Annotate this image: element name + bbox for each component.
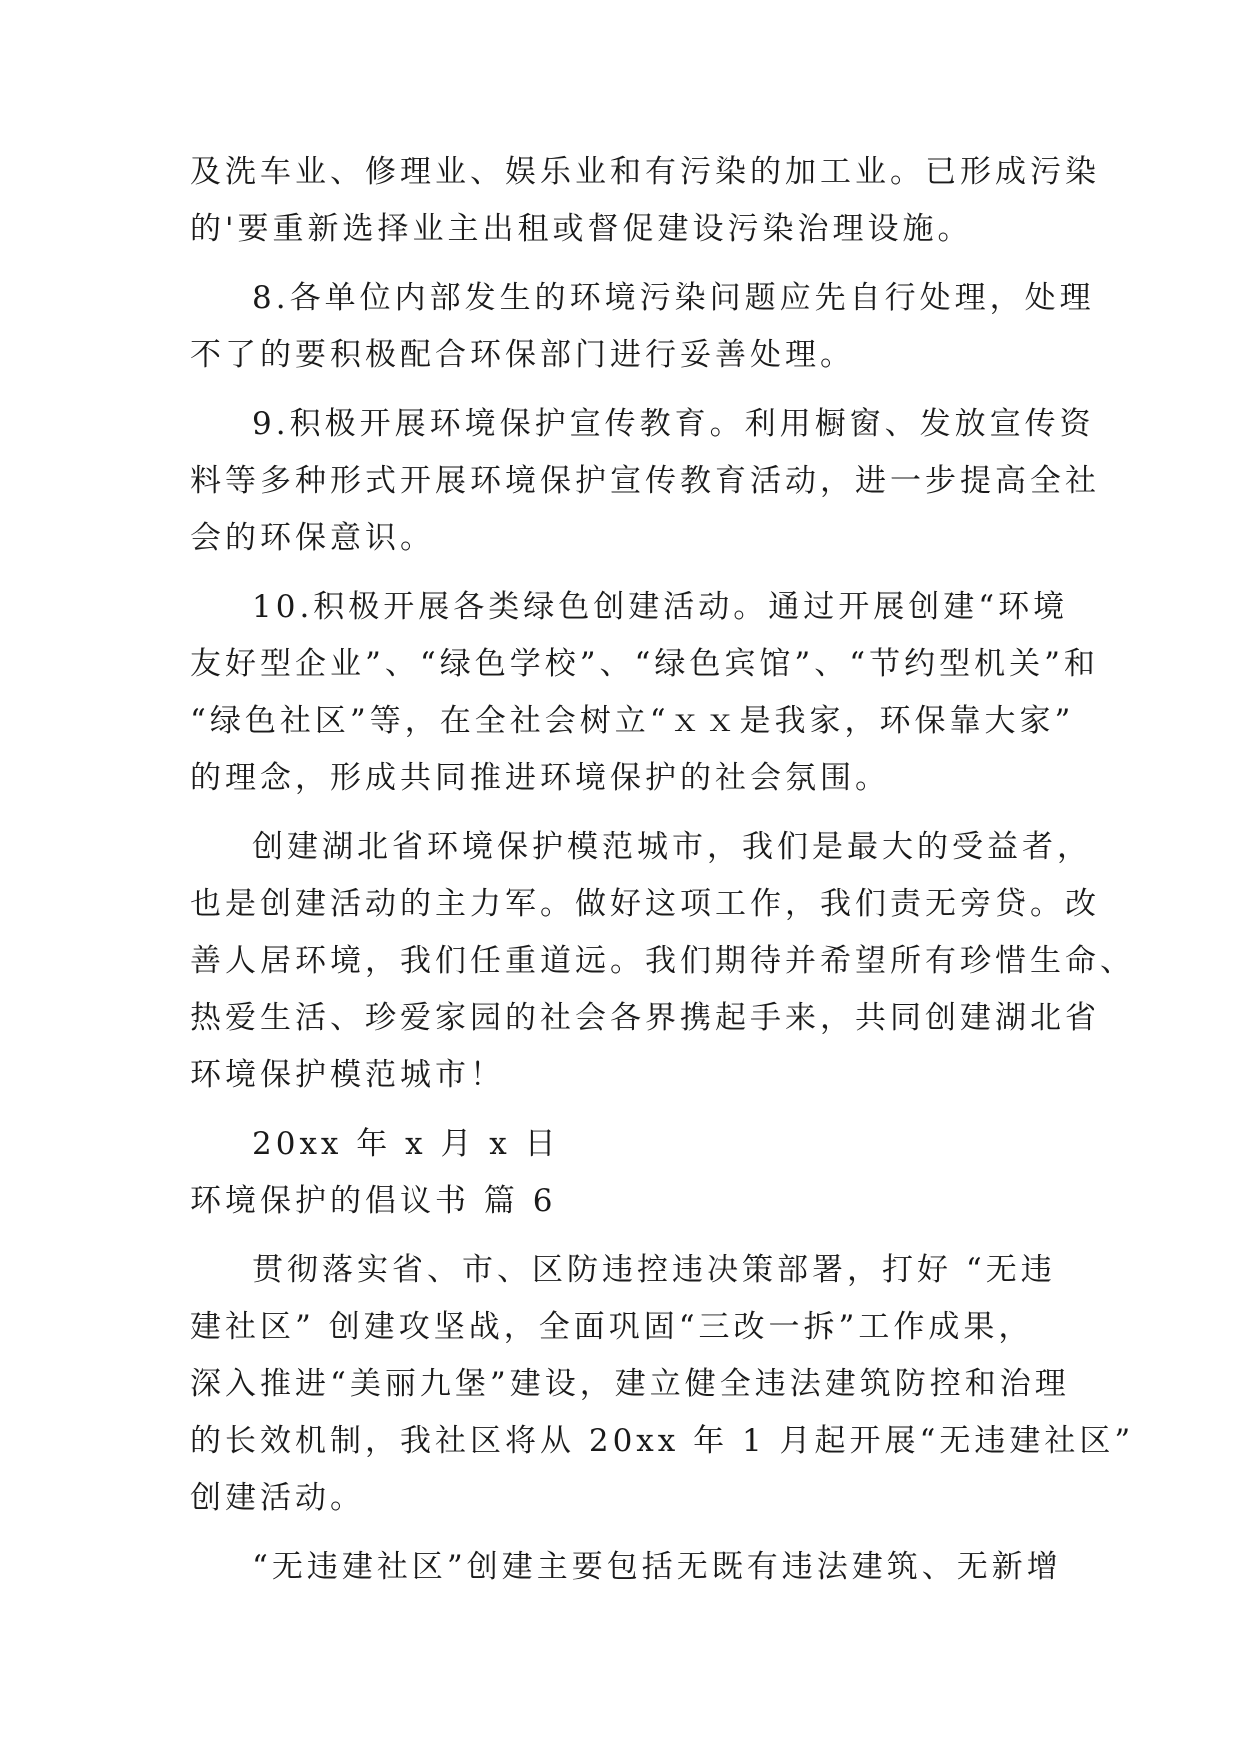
text-line: 会的环保意识。 (190, 520, 435, 556)
text-line: 环境保护的倡议书 篇 6 (190, 1183, 557, 1219)
text-line: 热爱生活、珍爱家园的社会各界携起手来，共同创建湖北省 (190, 1000, 1100, 1036)
text-line: 10.积极开展各类绿色创建活动。通过开展创建“环境 (252, 589, 1069, 625)
text-line: 的理念，形成共同推进环境保护的社会氛围。 (190, 760, 890, 796)
text-line: “无违建社区”创建主要包括无既有违法建筑、无新增 (252, 1549, 1062, 1585)
text-line: 不了的要积极配合环保部门进行妥善处理。 (190, 337, 855, 373)
text-line: 料等多种形式开展环境保护宣传教育活动，进一步提高全社 (190, 463, 1100, 499)
text-line: 善人居环境，我们任重道远。我们期待并希望所有珍惜生命、 (190, 943, 1135, 979)
text-line: 9.积极开展环境保护宣传教育。利用橱窗、发放宣传资 (252, 406, 1095, 442)
text-line: 贯彻落实省、市、区防违控违决策部署，打好 “无违 (252, 1252, 1056, 1288)
text-line: 建社区” 创建攻坚战，全面巩固“三改一拆”工作成果， (190, 1309, 1034, 1345)
text-line: 20xx 年 x 月 x 日 (252, 1126, 560, 1162)
text-line: 创建活动。 (190, 1480, 365, 1516)
text-line: 的长效机制，我社区将从 20xx 年 1 月起开展“无违建社区” (190, 1423, 1135, 1459)
text-line: 及洗车业、修理业、娱乐业和有污染的加工业。已形成污染 (190, 154, 1100, 190)
text-line: 友好型企业”、“绿色学校”、“绿色宾馆”、“节约型机关”和 (190, 646, 1099, 682)
text-line: 深入推进“美丽九堡”建设，建立健全违法建筑防控和治理 (190, 1366, 1070, 1402)
text-line: 创建湖北省环境保护模范城市，我们是最大的受益者， (252, 829, 1092, 865)
text-line: 环境保护模范城市！ (190, 1057, 505, 1093)
text-line: “绿色社区”等，在全社会树立“ｘｘ是我家，环保靠大家” (190, 703, 1075, 739)
text-line: 也是创建活动的主力军。做好这项工作，我们责无旁贷。改 (190, 886, 1100, 922)
text-line: 的'要重新选择业主出租或督促建设污染治理设施。 (190, 211, 973, 247)
text-line: 8.各单位内部发生的环境污染问题应先自行处理，处理 (252, 280, 1095, 316)
